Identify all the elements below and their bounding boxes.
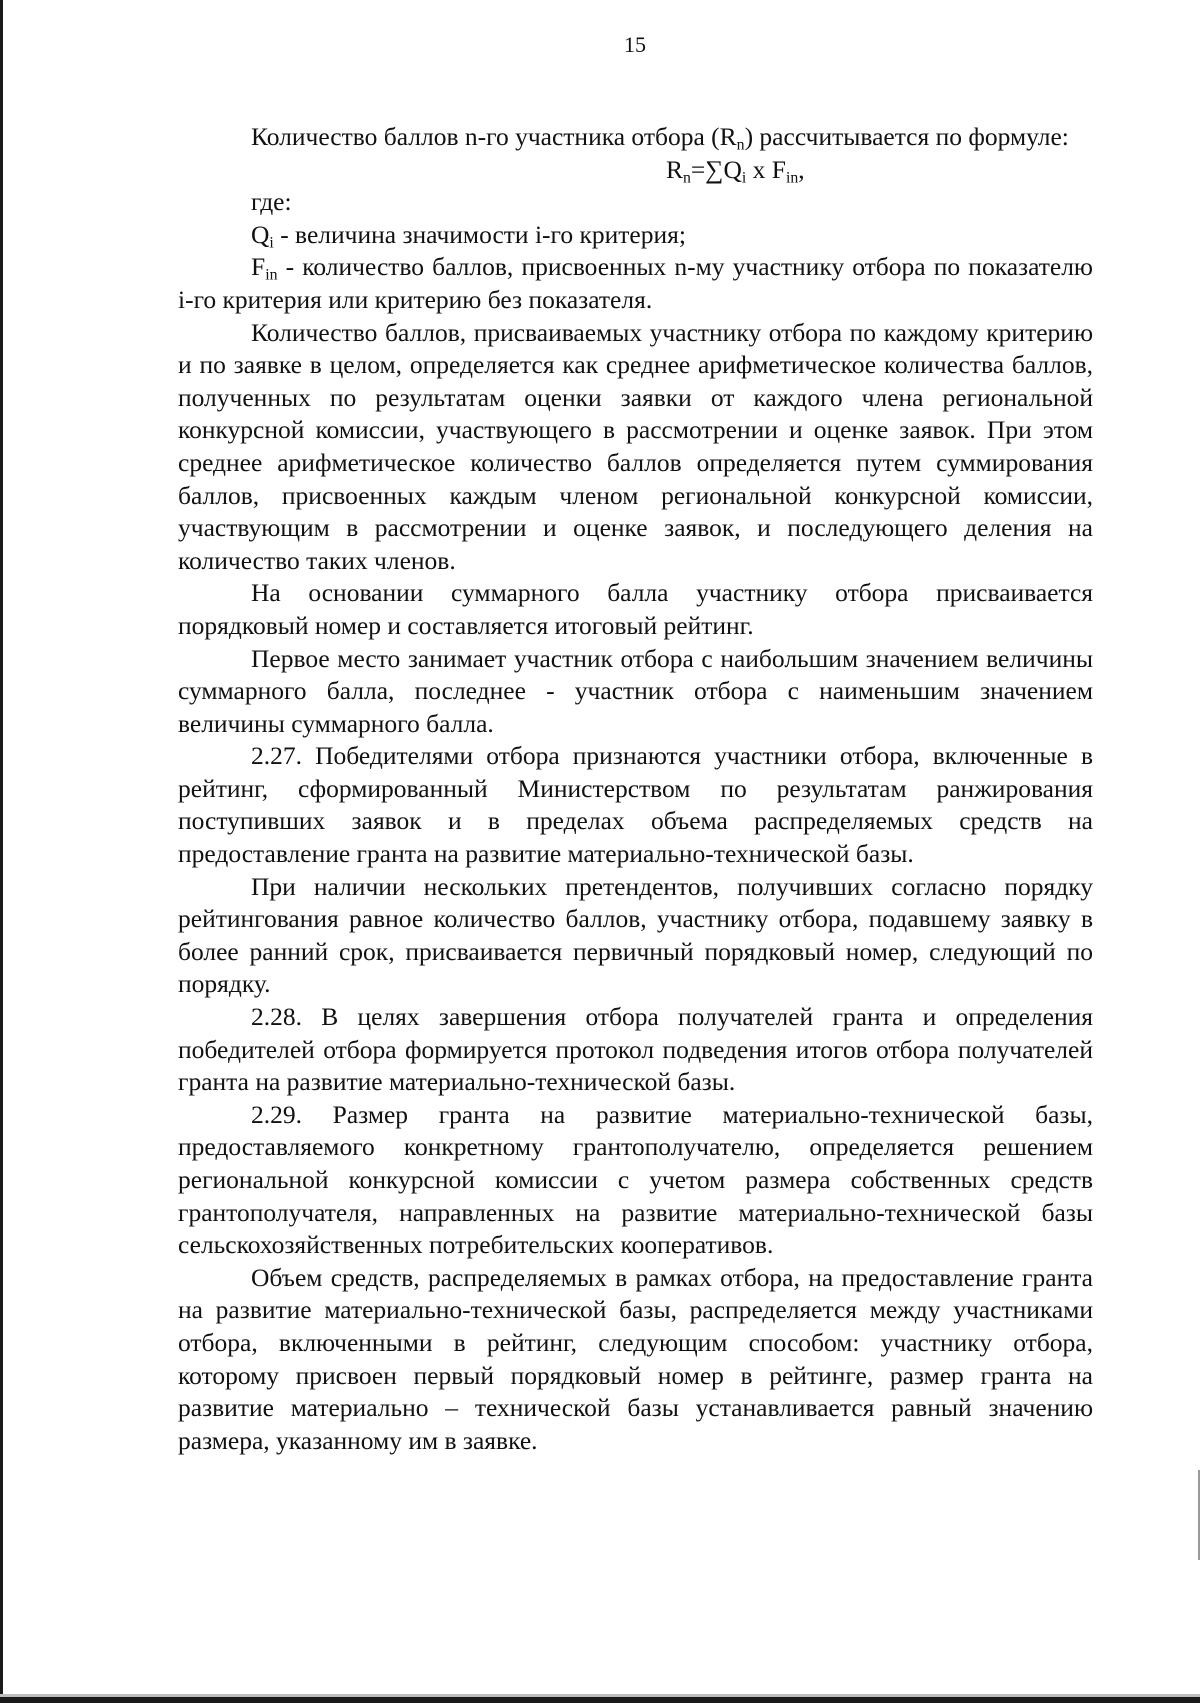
formula bbox=[178, 154, 1093, 187]
q-definition-subscript: i bbox=[269, 234, 274, 252]
paragraph-q-definition bbox=[178, 219, 1093, 252]
document-body bbox=[178, 121, 1093, 1457]
f-definition-symbol: F bbox=[251, 252, 266, 282]
paragraph-rank: На основании суммарного балла участнику отбора присваивается порядковый номер и составляется итоговый рейтинг. bbox=[178, 578, 1093, 640]
paragraph-first-place: Первое место занимает участник отбора с наибольшим значением величины суммарного балла, последнее - участник отбора с наименьшим значением величины суммарного балла. bbox=[178, 643, 1093, 738]
f-definition-text: - количество баллов, присвоенных n-му участнику отбора по показателю i-го критерия или критерию без показателя. bbox=[178, 252, 1093, 314]
paragraph-equal-scores: При наличии нескольких претендентов, получивших согласно порядку рейтингования равное количество баллов, участнику отбора, подавшему заявку в более ранний срок, присваивается первичный порядковый номер, следующий по порядку. bbox=[178, 871, 1093, 999]
formula-lhs: R bbox=[666, 154, 684, 184]
paragraph-where: где: bbox=[251, 187, 292, 217]
formula-sum: =∑Q bbox=[690, 154, 742, 184]
scan-edge-bottom bbox=[0, 1697, 1200, 1703]
paragraph-f-definition bbox=[178, 251, 1093, 316]
score-intro-text-b: ) рассчитывается по формуле: bbox=[744, 122, 1069, 151]
scan-edge-left bbox=[0, 0, 3, 1703]
formula-f-subscript: in bbox=[785, 169, 799, 187]
q-definition-text: - величина значимости i-го критерия; bbox=[273, 219, 686, 249]
score-intro-text-a: Количество баллов n-го участника отбора (R bbox=[251, 122, 737, 151]
formula-q-subscript: i bbox=[741, 169, 747, 187]
formula-end: , bbox=[798, 154, 805, 184]
q-definition-symbol: Q bbox=[251, 219, 270, 249]
page-number: 15 bbox=[624, 32, 646, 57]
f-definition-subscript: in bbox=[265, 267, 278, 285]
paragraph-score-intro bbox=[178, 121, 1093, 154]
paragraph-2-27: 2.27. Победителями отбора признаются участники отбора, включенные в рейтинг, сформированный Министерством по результатам ранжирования поступивших заявок и в пределах объема распределяемых средств на предоставление гранта на развитие материально-технической базы. bbox=[178, 741, 1093, 869]
paragraph-2-28: 2.28. В целях завершения отбора получателей гранта и определения победителей отбора формируется протокол подведения итогов отбора получателей гранта на развитие материально-технической базы. bbox=[178, 1002, 1093, 1097]
formula-times: x F bbox=[746, 154, 786, 184]
score-intro-subscript: n bbox=[736, 136, 745, 154]
paragraph-2-29: 2.29. Размер гранта на развитие материально-технической базы, предоставляемого конкретному грантополучателю, определяется решением региональной конкурсной комиссии с учетом размера собственных средств грантополучателя, направленных на развитие материально-технической базы сельскохозяйственных потребительских кооперативов. bbox=[178, 1099, 1093, 1260]
formula-lhs-subscript: n bbox=[683, 169, 691, 187]
paragraph-funds-volume: Объем средств, распределяемых в рамках отбора, на предоставление гранта на развитие материально-технической базы, распределяется между участниками отбора, включенными в рейтинг, следующим способом: участнику отбора, которому присвоен первый порядковый номер в рейтинге, размер гранта на развитие материально – технической базы устанавливается равный значению размера, указанному им в заявке. bbox=[178, 1262, 1093, 1455]
paragraph-average-score: Количество баллов, присваиваемых участнику отбора по каждому критерию и по заявке в целом, определяется как среднее арифметическое количества баллов, полученных по результатам оценки заявки от каждого члена региональной конкурсной комиссии, участвующего в рассмотрении и оценке заявок. При этом среднее арифметическое количество баллов определяется путем суммирования баллов, присвоенных каждым членом региональной конкурсной комиссии, участвующим в рассмотрении и оценке заявок, и последующего деления на количество таких членов. bbox=[178, 317, 1093, 575]
